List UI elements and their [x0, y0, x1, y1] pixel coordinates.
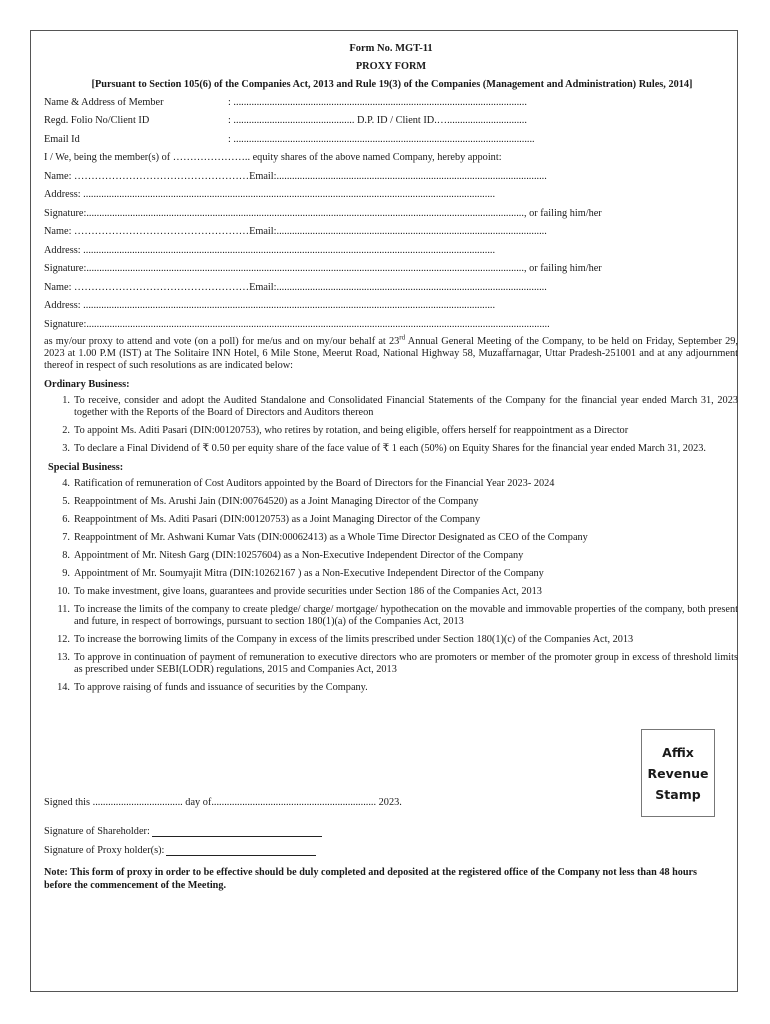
email-row: [44, 130, 738, 149]
resolution-number: 6.: [62, 513, 70, 525]
proxy-address-field[interactable]: Address: ................................................................................................................................................................: [44, 300, 496, 312]
form-number: Form No. MGT-11: [349, 43, 433, 54]
resolution-text: Ratification of remuneration of Cost Auditors appointed by the Board of Directors for the Financial Year 2023- 2024: [74, 477, 555, 489]
proxy-paragraph: [44, 333, 738, 372]
email-label: Email Id: [44, 133, 80, 145]
resolution-text: To appoint Ms. Aditi Pasari (DIN:00120753), who retires by rotation, and being eligible, offers herself for reappointment as a Director: [74, 424, 629, 436]
ordinary-business-list: [44, 395, 738, 455]
proxy-name-field[interactable]: Name: ……………………………………………Email:.........................................................................................................: [44, 170, 547, 182]
proxy-signature-field[interactable]: Signature:.........................................................................................................................................................................., or failing him/her: [44, 263, 602, 275]
proxy-signature-field[interactable]: Signature:....................................................................................................................................................................................: [44, 318, 550, 330]
resolution-item: [44, 514, 738, 526]
proxyholder-signature-field[interactable]: [166, 846, 316, 856]
form-subtitle: [Pursuant to Section 105(6) of the Companies Act, 2013 and Rule 19(3) of the Companies (Management and Administration) Rules, 2014]: [91, 79, 693, 90]
resolution-item: [44, 568, 738, 580]
stamp-line-2: Revenue: [647, 765, 709, 781]
resolution-text: Appointment of Mr. Soumyajit Mitra (DIN:10262167 ) as a Non-Executive Independent Director of the Company: [74, 567, 544, 579]
folio-row: [44, 112, 738, 131]
resolution-text: To approve raising of funds and issuance of securities by the Company.: [74, 681, 368, 693]
resolution-text: Appointment of Mr. Nitesh Garg (DIN:10257604) as a Non-Executive Independent Director of the Company: [74, 549, 524, 561]
proxy-name-field[interactable]: Name: ……………………………………………Email:.........................................................................................................: [44, 281, 547, 293]
proxy-signature-field[interactable]: Signature:.........................................................................................................................................................................., or failing him/her: [44, 207, 602, 219]
form-title: PROXY FORM: [355, 61, 427, 72]
revenue-stamp-box[interactable]: [641, 729, 715, 817]
resolution-number: 9.: [62, 567, 70, 579]
ordinal-suffix: rd: [399, 333, 406, 342]
appoint-line[interactable]: I / We, being the member(s) of ………………….. equity shares of the above named Company, hereby appoint:: [44, 152, 502, 164]
resolution-item: [44, 604, 738, 628]
shareholder-signature-row: [44, 826, 322, 837]
resolution-text: To approve in continuation of payment of remuneration to executive directors who are promoters or member of the promoter group in excess of threshold limits as prescribed under SEBI(LODR) regulations, 2015 and Companies Act, 2013: [74, 651, 738, 675]
stamp-line-1: Affix: [662, 744, 694, 760]
shareholder-signature-field[interactable]: [152, 827, 322, 837]
proxy-1: [44, 167, 738, 223]
resolution-number: 13.: [57, 651, 70, 663]
proxyholder-signature-label: Signature of Proxy holder(s):: [44, 845, 165, 856]
signed-date-line[interactable]: Signed this ................................... day of................................................................ 2023.: [44, 797, 402, 808]
proxy-address-field[interactable]: Address: ................................................................................................................................................................: [44, 189, 496, 201]
resolution-item: [44, 496, 738, 508]
proxy-2: [44, 223, 738, 279]
resolution-number: 8.: [62, 549, 70, 561]
resolution-item: [44, 395, 738, 419]
resolution-number: 4.: [62, 477, 70, 489]
resolution-item: [44, 682, 738, 694]
proxyholder-signature-row: [44, 845, 316, 856]
resolution-text: To increase the borrowing limits of the Company in excess of the limits prescribed under Section 180(1)(c) of the Companies Act, 2013: [74, 633, 634, 645]
resolution-number: 1.: [62, 394, 70, 406]
resolution-number: 5.: [62, 495, 70, 507]
proxy-paragraph-end: Annual General Meeting of the Company, to be held on Friday, September 29, 2023 at 1.00 P.M (IST) at The Solitaire INN Hotel, 6 Mile Stone, Meerut Road, National Highway 58, Muzaffarnagar, Uttar Pradesh-251001 and at any adjournment thereof in respect of such resolutions as are indicated below:: [44, 335, 738, 371]
resolution-text: To receive, consider and adopt the Audited Standalone and Consolidated Financial Statements of the Company for the financial year ended March 31, 2023 together with the Reports of the Board of Directors and Auditors thereon: [74, 394, 738, 418]
resolution-item: [44, 586, 738, 598]
member-details: [44, 93, 738, 167]
resolution-number: 10.: [57, 585, 70, 597]
folio-label: Regd. Folio No/Client ID: [44, 115, 150, 127]
resolution-item: [44, 478, 738, 490]
ordinary-business-heading: Ordinary Business:: [44, 378, 130, 390]
proxy-3: [44, 278, 738, 334]
proxy-name-field[interactable]: Name: ……………………………………………Email:.........................................................................................................: [44, 226, 547, 238]
email-field[interactable]: : .....................................................................................................................: [228, 133, 535, 145]
resolution-item: [44, 550, 738, 562]
member-name-label: Name & Address of Member: [44, 96, 164, 108]
shareholder-signature-label: Signature of Shareholder:: [44, 826, 150, 837]
resolution-number: 2.: [62, 424, 70, 436]
resolution-item: [44, 652, 738, 676]
resolution-text: Reappointment of Ms. Arushi Jain (DIN:00764520) as a Joint Managing Director of the Company: [74, 495, 479, 507]
resolution-text: To make investment, give loans, guarantees and provide securities under Section 186 of the Companies Act, 2013: [74, 585, 542, 597]
folio-field[interactable]: : ............................................... D.P. ID / Client ID.…...............................: [228, 115, 527, 127]
resolution-number: 3.: [62, 442, 70, 454]
resolution-text: Reappointment of Ms. Aditi Pasari (DIN:00120753) as a Joint Managing Director of the Company: [74, 513, 481, 525]
special-business-list: [44, 478, 738, 694]
member-name-field[interactable]: : ..................................................................................................................: [228, 96, 527, 108]
note-text: Note: This form of proxy in order to be effective should be duly completed and deposited at the registered office of the Company not less than 48 hours before the commencement of the Meeting.: [44, 867, 698, 891]
stamp-line-3: Stamp: [655, 786, 701, 802]
special-business-heading: Special Business:: [48, 461, 124, 473]
resolution-number: 14.: [57, 681, 70, 693]
resolution-text: To increase the limits of the company to create pledge/ charge/ mortgage/ hypothecation on the movable and immovable properties of the company, both present and future, in respect of borrowings, pursuant to section 180(1)(a) of the Companies Act, 2013: [74, 603, 738, 627]
resolution-item: [44, 425, 738, 437]
member-name-row: [44, 93, 738, 112]
resolution-item: [44, 532, 738, 544]
proxy-form: [44, 42, 738, 700]
resolution-text: Reappointment of Mr. Ashwani Kumar Vats (DIN:00062413) as a Whole Time Director Designated as CEO of the Company: [74, 531, 588, 543]
resolution-text: To declare a Final Dividend of ₹ 0.50 per equity share of the face value of ₹ 1 each (50%) on Equity Shares for the financial year ended March 31, 2023.: [74, 442, 706, 454]
resolution-number: 7.: [62, 531, 70, 543]
resolution-number: 12.: [57, 633, 70, 645]
resolution-item: [44, 443, 738, 455]
resolution-number: 11.: [57, 603, 70, 615]
resolution-item: [44, 634, 738, 646]
proxy-paragraph-start: as my/our proxy to attend and vote (on a poll) for me/us and on my/our behalf at 23: [44, 335, 400, 347]
proxy-address-field[interactable]: Address: ................................................................................................................................................................: [44, 244, 496, 256]
